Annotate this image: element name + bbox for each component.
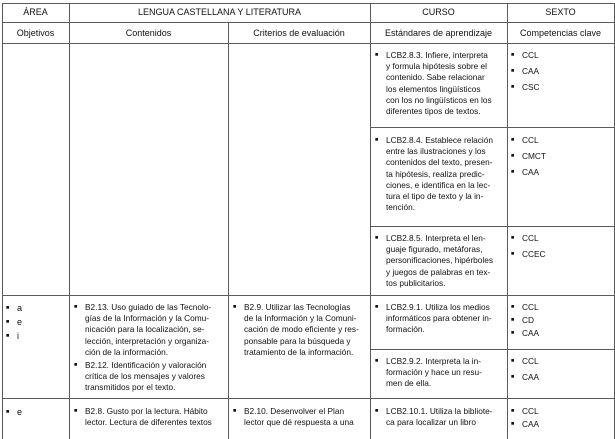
curso-label: CURSO xyxy=(422,7,455,17)
col-competencias: Competencias clave xyxy=(519,28,602,38)
competency-item: ■ CAA xyxy=(510,372,610,383)
objective-item: ■ a xyxy=(5,302,67,314)
criteria-cell xyxy=(232,406,369,428)
area-label: ÁREA xyxy=(23,7,48,17)
standard-text: ■ LCB2.8.5. Interpreta el len- guaje figurado, metáforas, personificaciones, hipérboles y juegos de palabras en tex- tos publicitarios. xyxy=(374,233,506,289)
standard-text: ■ LCB2.10.1. Utiliza la bibliote- ca para localizar un libro xyxy=(374,406,506,428)
table-rule xyxy=(69,3,70,439)
table-rule xyxy=(2,398,614,399)
standard-cell xyxy=(374,356,506,390)
standard-text: ■ LCB2.8.3. Infiere, interpreta y formula hipótesis sobre el contenido. Sabe relacionar los elementos lingüísticos con los no lingüísticos en los diferentes tipos de textos. xyxy=(374,50,506,117)
table-rule xyxy=(2,22,614,23)
col-contenidos: Contenidos xyxy=(125,28,172,38)
table-rule xyxy=(370,3,371,439)
competency-item: ■ CCL xyxy=(510,233,610,244)
subject-title: LENGUA CASTELLANA Y LITERATURA xyxy=(137,7,302,17)
competency-item: ■ CAA xyxy=(510,328,610,339)
competency-item: ■ CCEC xyxy=(510,249,610,260)
criterion-item: ■ B2.10. Desenvolver el Plan lector que dé respuesta a una xyxy=(232,406,369,428)
contents-cell xyxy=(73,406,227,428)
criteria-cell xyxy=(232,302,369,358)
competency-item: ■ CCL xyxy=(510,302,610,313)
objectives-cell xyxy=(5,302,67,344)
table-rule xyxy=(2,3,614,4)
col-objetivos: Objetivos xyxy=(16,28,55,38)
table-rule xyxy=(2,295,614,296)
content-item: ■ B2.8. Gusto por la lectura. Hábito lector. Lectura de diferentes textos xyxy=(73,406,227,428)
competency-cell xyxy=(510,406,610,432)
content-item: ■ B2.12. Identificación y valoración crítica de los mensajes y valores transmitidos por el texto. xyxy=(73,360,227,394)
competency-cell xyxy=(510,135,610,184)
objectives-cell xyxy=(5,406,67,418)
competency-cell xyxy=(510,302,610,342)
table-rule xyxy=(370,226,614,227)
standard-text: ■ LCB2.9.2. Interpreta la in- formación y hace un resu- men de ella. xyxy=(374,356,506,390)
table-rule xyxy=(507,3,508,439)
objective-item: ■ e xyxy=(5,406,67,418)
table-rule xyxy=(370,349,614,350)
table-rule xyxy=(228,22,229,439)
col-criterios: Criterios de evaluación xyxy=(253,28,345,38)
competency-item: ■ CCL xyxy=(510,135,610,146)
col-estandares: Estándares de aprendizaje xyxy=(384,28,493,38)
table-rule xyxy=(2,3,3,439)
competency-cell xyxy=(510,233,610,265)
competency-item: ■ CCL xyxy=(510,356,610,367)
competency-item: ■ CD xyxy=(510,315,610,326)
standard-cell xyxy=(374,50,506,117)
standard-text: ■ LCB2.8.4. Establece relación entre las ilustraciones y los contenidos del texto, presen- ta hipótesis, realiza predic- ciones, e identifica en la lec- tura el tipo de texto y la in- tención. xyxy=(374,135,506,213)
competency-item: ■ CMCT xyxy=(510,151,610,162)
competency-item: ■ CCL xyxy=(510,50,610,61)
competency-cell xyxy=(510,50,610,99)
content-item: ■ B2.13. Uso guiado de las Tecnolo- gías de la Información y la Comu- nicación para la localización, se- lección, interpretación y organiza- ción de la información. xyxy=(73,302,227,358)
course-value: SEXTO xyxy=(545,7,576,17)
standard-cell xyxy=(374,406,506,428)
table-rule xyxy=(370,127,614,128)
standard-cell xyxy=(374,135,506,213)
competency-item: ■ CAA xyxy=(510,167,610,178)
objective-item: ■ e xyxy=(5,316,67,328)
competency-item: ■ CSC xyxy=(510,82,610,93)
objective-item: ■ i xyxy=(5,330,67,342)
standard-cell xyxy=(374,233,506,289)
contents-cell xyxy=(73,302,227,394)
competency-item: ■ CAA xyxy=(510,66,610,77)
standard-cell xyxy=(374,302,506,336)
competency-item: ■ CCL xyxy=(510,406,610,417)
criterion-item: ■ B2.9. Utilizar las Tecnologías de la Información y la Comuni- cación de modo eficiente y res- ponsable para la búsqueda y tratamiento de la información. xyxy=(232,302,369,358)
standard-text: ■ LCB2.9.1. Utiliza los medios informáticos para obtener in- formación. xyxy=(374,302,506,336)
table-rule xyxy=(2,43,614,44)
competency-item: ■ CAA xyxy=(510,419,610,430)
competency-cell xyxy=(510,356,610,388)
